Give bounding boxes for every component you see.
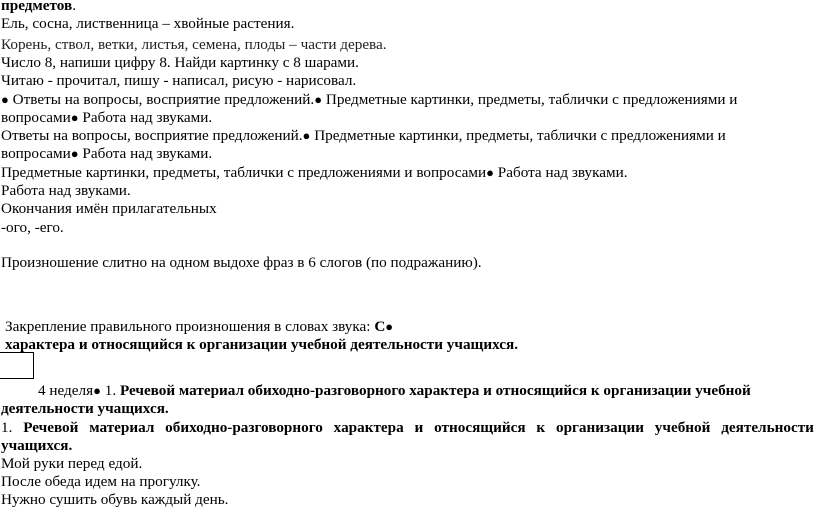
text-fragment: 1. bbox=[100, 382, 120, 399]
text-line: Корень, ствол, ветки, листья, семена, плоды – части дерева. bbox=[1, 36, 387, 53]
table-cell-border bbox=[0, 352, 34, 379]
bullet-icon: ● bbox=[93, 383, 101, 398]
text-line bbox=[1, 127, 726, 145]
text-fragment: предметов bbox=[1, 0, 73, 14]
text-line bbox=[1, 91, 737, 109]
text-line: Читаю - прочитал, пишу - написал, рисую - нарисовал. bbox=[1, 72, 357, 89]
text-fragment: Предметные картинки, предметы, таблички с предложениями и вопросами bbox=[1, 164, 487, 181]
text-fragment: Работа над звуками. bbox=[497, 164, 628, 181]
text-line: Мой руки перед едой. bbox=[1, 455, 143, 472]
bullet-icon: ● bbox=[302, 128, 311, 143]
bullet-icon: ● bbox=[1, 92, 9, 107]
text-fragment: обиходно-разговорного bbox=[165, 419, 323, 436]
text-fragment: вопросами bbox=[1, 109, 71, 126]
text-fragment: вопросами bbox=[1, 145, 71, 162]
text-line bbox=[38, 382, 751, 400]
bullet-icon: ● bbox=[314, 92, 323, 107]
text-fragment: характера bbox=[333, 419, 404, 436]
text-fragment: относящийся bbox=[434, 419, 526, 436]
bullet-icon: ● bbox=[70, 110, 79, 125]
text-line bbox=[1, 164, 628, 182]
text-line bbox=[1, 145, 212, 163]
text-fragment: Предметные картинки, предметы, таблички с предложениями и bbox=[314, 127, 726, 144]
text-line-justified bbox=[1, 419, 814, 437]
bullet-icon: ● bbox=[385, 319, 394, 334]
text-fragment: Речевой bbox=[23, 419, 79, 436]
text-line: -ого, -его. bbox=[1, 219, 64, 236]
text-fragment: и bbox=[414, 419, 424, 436]
text-fragment: . bbox=[72, 0, 76, 14]
text-line: После обеда идем на прогулку. bbox=[1, 473, 201, 490]
text-fragment: 4 неделя bbox=[38, 382, 94, 399]
text-line: Число 8, напиши цифру 8. Найди картинку с 8 шарами. bbox=[1, 54, 359, 71]
text-line: Произношение слитно на одном выдохе фраз в 6 слогов (по подражанию). bbox=[1, 254, 482, 271]
text-fragment: 1. bbox=[1, 419, 13, 436]
text-line: деятельности учащихся. bbox=[1, 400, 169, 417]
text-line: Нужно сушить обувь каждый день. bbox=[1, 491, 229, 508]
text-fragment: С bbox=[374, 318, 386, 335]
text-fragment: материал bbox=[89, 419, 155, 436]
text-fragment: организации bbox=[555, 419, 644, 436]
text-line: характера и относящийся к организации учебной деятельности учащихся. bbox=[5, 336, 519, 353]
text-fragment: Работа над звуками. bbox=[82, 109, 213, 126]
text-line: учащихся. bbox=[1, 437, 73, 454]
text-fragment: к bbox=[536, 419, 546, 436]
text-fragment: деятельности bbox=[721, 419, 814, 436]
text-fragment: Работа над звуками. bbox=[82, 145, 213, 162]
text-line: Работа над звуками. bbox=[1, 182, 131, 199]
text-fragment: учебной bbox=[654, 419, 711, 436]
text-fragment: Ответы на вопросы, восприятие предложений. bbox=[12, 91, 315, 108]
bullet-icon: ● bbox=[70, 146, 79, 161]
text-fragment: Речевой материал обиходно-разговорного характера и относящийся к организации учебной bbox=[119, 382, 751, 399]
text-line bbox=[1, 0, 76, 15]
text-fragment: Предметные картинки, предметы, таблички с предложениями и bbox=[325, 91, 738, 108]
bullet-icon: ● bbox=[486, 165, 494, 180]
text-line: Окончания имён прилагательных bbox=[1, 200, 217, 217]
text-line: Ель, сосна, лиственница – хвойные растения. bbox=[1, 15, 295, 32]
text-fragment: Закрепление правильного произношения в словах звука: bbox=[5, 318, 375, 335]
text-line bbox=[5, 318, 393, 336]
text-fragment: Ответы на вопросы, восприятие предложений. bbox=[1, 127, 303, 144]
text-line bbox=[1, 109, 212, 127]
